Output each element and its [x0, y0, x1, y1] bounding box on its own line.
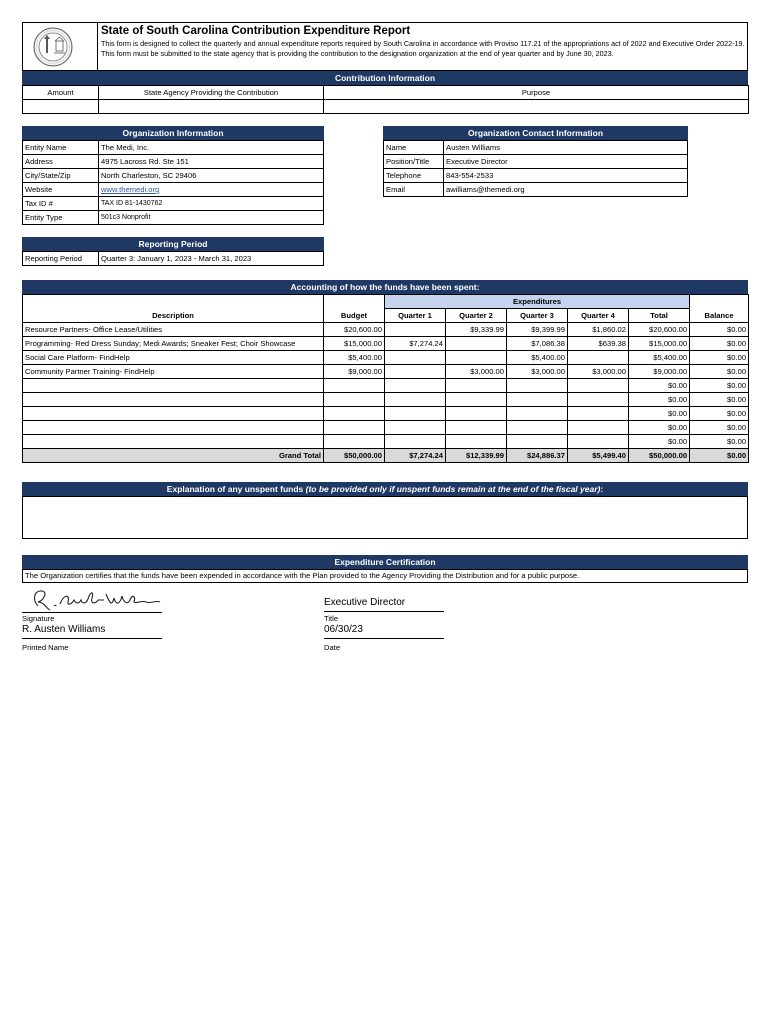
cell-q2	[446, 337, 507, 351]
cell-budget	[324, 393, 385, 407]
reporting-table	[22, 251, 324, 266]
cell-q1	[385, 421, 446, 435]
cell-balance: $0.00	[690, 435, 749, 449]
date-line	[324, 638, 444, 639]
grand-total-balance: $0.00	[690, 449, 749, 463]
state-seal-icon	[33, 27, 73, 67]
cell-balance: $0.00	[690, 337, 749, 351]
cell-budget: $20,600.00	[324, 323, 385, 337]
cell-balance: $0.00	[690, 379, 749, 393]
cell-q2	[446, 379, 507, 393]
grand-total-budget: $50,000.00	[324, 449, 385, 463]
table-row	[23, 351, 749, 365]
address-label: Address	[23, 155, 99, 169]
contact-title-value: Executive Director	[444, 155, 688, 169]
cell-description	[23, 407, 324, 421]
tax-id-value: TAX ID 81-1430762	[99, 197, 324, 211]
cell-description	[23, 379, 324, 393]
cell-q2	[446, 421, 507, 435]
contact-header: Organization Contact Information	[383, 126, 688, 140]
contact-name-label: Name	[384, 141, 444, 155]
cell-q3	[507, 379, 568, 393]
table-row	[23, 365, 749, 379]
grand-total-q1: $7,274.24	[385, 449, 446, 463]
table-row	[23, 337, 749, 351]
cell-q2: $3,000.00	[446, 365, 507, 379]
cell-budget: $9,000.00	[324, 365, 385, 379]
cell-description: Community Partner Training- FindHelp	[23, 365, 324, 379]
grand-total-total: $50,000.00	[629, 449, 690, 463]
cell-q1	[385, 365, 446, 379]
date-value: 06/30/23	[324, 624, 363, 635]
col-quarter-4: Quarter 4	[568, 309, 629, 323]
contribution-table	[22, 85, 749, 114]
handwritten-signature	[24, 586, 174, 614]
table-row	[23, 421, 749, 435]
cell-balance: $0.00	[690, 323, 749, 337]
cell-q3: $9,399.99	[507, 323, 568, 337]
unspent-header	[22, 482, 748, 496]
cell-q2	[446, 393, 507, 407]
grand-total-row	[23, 449, 749, 463]
title-label: Title	[324, 614, 339, 623]
unspent-title: Explanation of any unspent funds	[166, 484, 306, 494]
cell-total: $0.00	[629, 407, 690, 421]
unspent-title-colon: :	[600, 484, 604, 494]
cell-description: Programming- Red Dress Sunday; Medi Awards; Sneaker Fest; Choir Showcase	[23, 337, 324, 351]
col-purpose: Purpose	[324, 86, 749, 100]
unspent-title-note: (to be provided only if unspent funds remain at the end of the fiscal year)	[305, 484, 601, 494]
contribution-header: Contribution Information	[22, 71, 748, 85]
grand-total-q4: $5,499.40	[568, 449, 629, 463]
cell-budget: $5,400.00	[324, 351, 385, 365]
cell-q4	[568, 421, 629, 435]
cell-q1	[385, 379, 446, 393]
agency-field[interactable]	[99, 100, 324, 114]
cell-q4	[568, 351, 629, 365]
col-total: Total	[629, 309, 690, 323]
cell-description	[23, 393, 324, 407]
cell-total: $0.00	[629, 435, 690, 449]
cell-q4	[568, 407, 629, 421]
printed-name-line	[22, 638, 162, 639]
cell-total: $5,400.00	[629, 351, 690, 365]
cell-q2	[446, 407, 507, 421]
cell-q4	[568, 393, 629, 407]
email-value: awilliams@themedi.org	[444, 183, 688, 197]
entity-name-value: The Medi, Inc.	[99, 141, 324, 155]
cell-q3	[507, 421, 568, 435]
reporting-header: Reporting Period	[22, 237, 324, 251]
cell-description: Resource Partners- Office Lease/Utilities	[23, 323, 324, 337]
expenditures-header: Expenditures	[385, 295, 690, 309]
cell-q1	[385, 393, 446, 407]
grand-total-q3: $24,886.37	[507, 449, 568, 463]
col-amount: Amount	[23, 86, 99, 100]
cell-description	[23, 421, 324, 435]
col-budget: Budget	[324, 309, 385, 323]
col-quarter-3: Quarter 3	[507, 309, 568, 323]
cell-total: $20,600.00	[629, 323, 690, 337]
cell-q3	[507, 393, 568, 407]
cell-balance: $0.00	[690, 393, 749, 407]
cell-q4: $3,000.00	[568, 365, 629, 379]
certification-text: The Organization certifies that the funds have been expended in accordance with the Plan provided to the Agency Providing the Distribution and for a public purpose.	[25, 571, 580, 580]
organization-header: Organization Information	[22, 126, 324, 140]
amount-field[interactable]	[23, 100, 99, 114]
signature-label: Signature	[22, 614, 55, 623]
certification-statement	[22, 569, 748, 583]
entity-type-value: 501c3 Nonprofit	[99, 211, 324, 225]
table-row	[23, 379, 749, 393]
cell-total: $0.00	[629, 393, 690, 407]
cell-budget	[324, 435, 385, 449]
cell-q2	[446, 351, 507, 365]
printed-name-value: R. Austen Williams	[22, 624, 106, 635]
cell-q3: $3,000.00	[507, 365, 568, 379]
col-quarter-1: Quarter 1	[385, 309, 446, 323]
cell-q4: $1,860.02	[568, 323, 629, 337]
unspent-explanation-field[interactable]	[22, 496, 748, 539]
certification-header: Expenditure Certification	[22, 555, 748, 569]
printed-name-label: Printed Name	[22, 643, 69, 652]
cell-q3	[507, 407, 568, 421]
purpose-field[interactable]	[324, 100, 749, 114]
reporting-period-value: Quarter 3: January 1, 2023 - March 31, 2023	[99, 252, 324, 266]
telephone-label: Telephone	[384, 169, 444, 183]
signature-line	[22, 612, 162, 613]
cell-q1	[385, 435, 446, 449]
cell-q3: $7,086.38	[507, 337, 568, 351]
organization-table	[22, 140, 324, 225]
cell-q3: $5,400.00	[507, 351, 568, 365]
email-label: Email	[384, 183, 444, 197]
cell-q4: $639.38	[568, 337, 629, 351]
title-value: Executive Director	[324, 597, 406, 608]
cell-balance: $0.00	[690, 351, 749, 365]
cell-q4	[568, 435, 629, 449]
city-state-zip-value: North Charleston, SC 29406	[99, 169, 324, 183]
cell-description	[23, 435, 324, 449]
grand-total-q2: $12,339.99	[446, 449, 507, 463]
col-description: Description	[23, 309, 324, 323]
table-row	[23, 323, 749, 337]
cell-budget	[324, 421, 385, 435]
accounting-header: Accounting of how the funds have been spent:	[22, 280, 748, 294]
title-line	[324, 611, 444, 612]
cell-q2: $9,339.99	[446, 323, 507, 337]
cell-total: $9,000.00	[629, 365, 690, 379]
accounting-table	[22, 294, 749, 463]
cell-description: Social Care Platform- FindHelp	[23, 351, 324, 365]
cell-balance: $0.00	[690, 407, 749, 421]
website-label: Website	[23, 183, 99, 197]
telephone-value: 843-554-2533	[444, 169, 688, 183]
report-title: State of South Carolina Contribution Expenditure Report	[101, 25, 411, 37]
cell-budget	[324, 407, 385, 421]
report-description: This form is designed to collect the quarterly and annual expenditure reports required by South Carolina in accordance with Proviso 117.21 of the appropriations act of 2022 and Executive Order 2022-19. This form must be submitted to the state agency that is providing the contribution to the designation organization at the end of year quarter and by June 30, 2023.	[101, 39, 745, 58]
cell-q1	[385, 407, 446, 421]
col-agency: State Agency Providing the Contribution	[99, 86, 324, 100]
date-label: Date	[324, 643, 341, 652]
reporting-period-label: Reporting Period	[23, 252, 99, 266]
cell-q1	[385, 323, 446, 337]
cell-balance: $0.00	[690, 421, 749, 435]
entity-type-label: Entity Type	[23, 211, 99, 225]
cell-q4	[568, 379, 629, 393]
col-balance: Balance	[690, 309, 749, 323]
col-quarter-2: Quarter 2	[446, 309, 507, 323]
contact-title-label: Position/Title	[384, 155, 444, 169]
cell-total: $15,000.00	[629, 337, 690, 351]
contact-table	[383, 140, 688, 197]
address-value: 4975 Lacross Rd. Ste 151	[99, 155, 324, 169]
cell-q1: $7,274.24	[385, 337, 446, 351]
contact-name-value: Austen Williams	[444, 141, 688, 155]
table-row	[23, 393, 749, 407]
cell-total: $0.00	[629, 421, 690, 435]
cell-budget	[324, 379, 385, 393]
cell-balance: $0.00	[690, 365, 749, 379]
entity-name-label: Entity Name	[23, 141, 99, 155]
website-link[interactable]: www.themedi.org	[101, 185, 160, 194]
cell-q1	[385, 351, 446, 365]
city-state-zip-label: City/State/Zip	[23, 169, 99, 183]
cell-budget: $15,000.00	[324, 337, 385, 351]
grand-total-label: Grand Total	[23, 449, 324, 463]
cell-q3	[507, 435, 568, 449]
cell-total: $0.00	[629, 379, 690, 393]
header-box	[22, 22, 748, 71]
cell-q2	[446, 435, 507, 449]
table-row	[23, 435, 749, 449]
tax-id-label: Tax ID #	[23, 197, 99, 211]
table-row	[23, 407, 749, 421]
